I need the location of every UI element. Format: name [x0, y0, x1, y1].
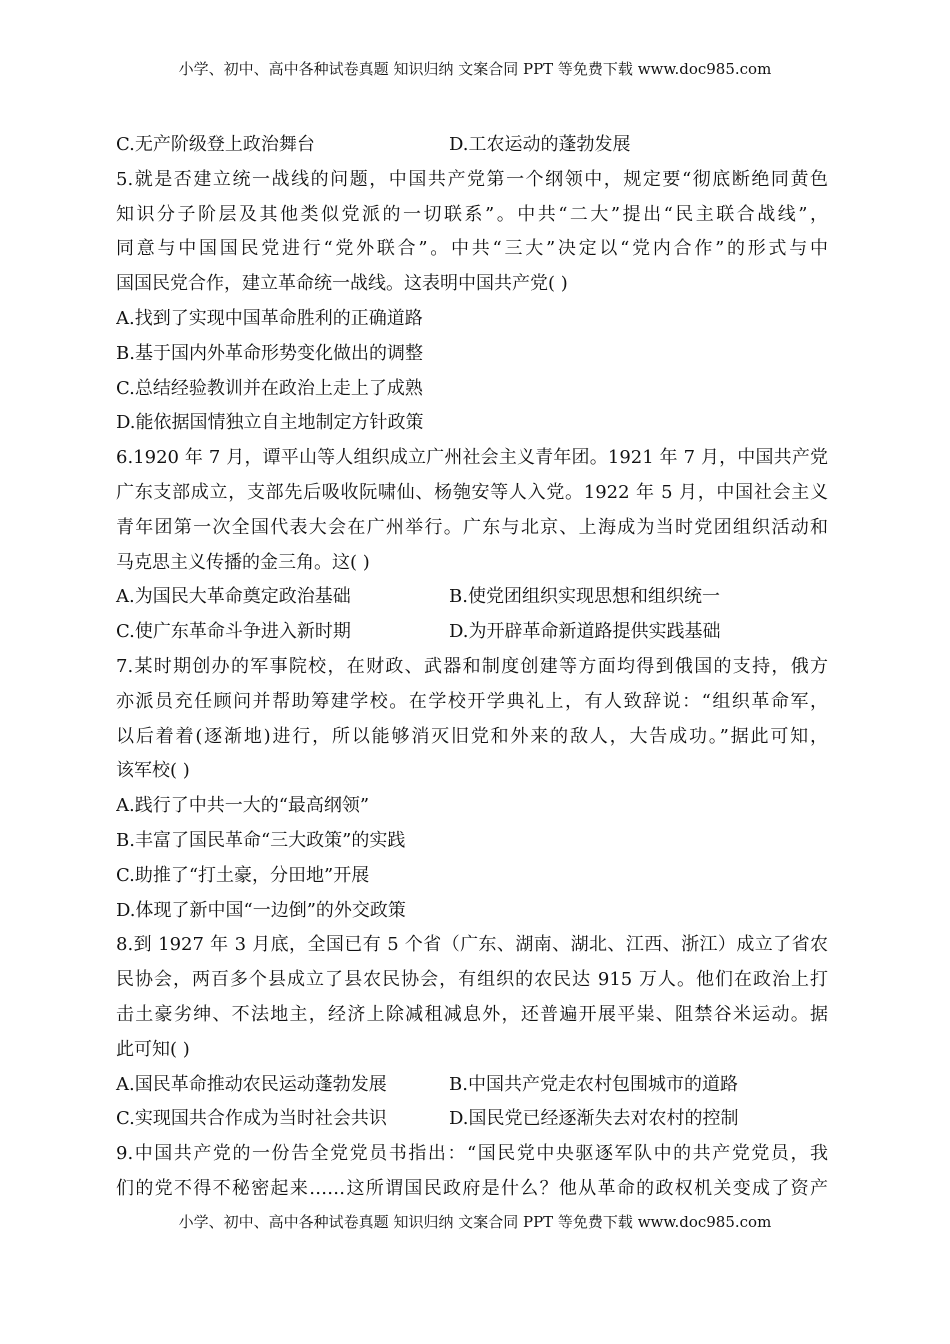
q9-stem-line-2: 们的党不得不秘密起来……这所谓国民政府是什么？他从革命的政权机关变成了资产	[116, 1177, 828, 1199]
q7-option-c: C.助推了“打土豪，分田地”开展	[116, 864, 370, 886]
document-body	[116, 128, 828, 1207]
q8-option-a: A.国民革命推动农民运动蓬勃发展	[116, 1073, 387, 1095]
q6-option-c: C.使广东革命斗争进入新时期	[116, 621, 351, 643]
q8-stem-line-4: 此可知( )	[116, 1038, 190, 1060]
q5-stem-line-1: 5.就是否建立统一战线的问题，中国共产党第一个纲领中，规定要“彻底断绝同黄色	[116, 168, 828, 190]
q5-option-d: D.能依据国情独立自主地制定方针政策	[116, 412, 424, 434]
q8-option-c: C.实现国共合作成为当时社会共识	[116, 1108, 387, 1130]
q5-option-c: C.总结经验教训并在政治上走上了成熟	[116, 377, 423, 399]
q8-option-d: D.国民党已经逐渐失去对农村的控制	[449, 1108, 739, 1130]
q9-stem-line-1: 9.中国共产党的一份告全党党员书指出：“国民党中央驱逐军队中的共产党党员，我	[116, 1143, 828, 1165]
q7-option-a: A.践行了中共一大的“最高纲领”	[116, 795, 370, 817]
q6-option-b: B.使党团组织实现思想和组织统一	[449, 586, 720, 608]
q8-options-row-cd	[116, 1102, 828, 1137]
q4-option-d: D.工农运动的蓬勃发展	[449, 134, 631, 155]
q4-options-row-cd	[116, 128, 828, 163]
page-footer: 小学、初中、高中各种试卷真题 知识归纳 文案合同 PPT 等免费下载 www.doc985.com	[178, 1213, 772, 1231]
q7-stem-line-4: 该军校( )	[116, 760, 190, 782]
q8-stem-line-1: 8.到 1927 年 3 月底，全国已有 5 个省（广东、湖南、湖北、江西、浙江）成立了省农	[116, 934, 828, 956]
q5-stem-line-4: 国国民党合作，建立革命统一战线。这表明中国共产党( )	[116, 273, 568, 295]
q6-option-d: D.为开辟革命新道路提供实践基础	[449, 621, 721, 643]
q6-option-a: A.为国民大革命奠定政治基础	[116, 586, 351, 608]
q4-option-c: C.无产阶级登上政治舞台	[116, 134, 315, 155]
q6-options-row-ab	[116, 580, 828, 615]
q5-stem-line-2: 知识分子阶层及其他类似党派的一切联系”。中共“二大”提出“民主联合战线”，	[116, 203, 828, 225]
q5-option-b: B.基于国内外革命形势变化做出的调整	[116, 342, 423, 364]
q7-stem-line-2: 亦派员充任顾问并帮助筹建学校。在学校开学典礼上，有人致辞说：“组织革命军，	[116, 690, 828, 712]
q6-stem-line-4: 马克思主义传播的金三角。这( )	[116, 551, 370, 573]
q6-options-row-cd	[116, 615, 828, 650]
page-header: 小学、初中、高中各种试卷真题 知识归纳 文案合同 PPT 等免费下载 www.doc985.com	[178, 60, 772, 78]
q7-stem-line-3: 以后着着(逐渐地)进行，所以能够消灭旧党和外来的敌人，大告成功。”据此可知，	[116, 725, 828, 747]
q8-option-b: B.中国共产党走农村包围城市的道路	[449, 1073, 738, 1095]
q5-option-a: A.找到了实现中国革命胜利的正确道路	[116, 307, 423, 329]
q7-option-d: D.体现了新中国“一边倒”的外交政策	[116, 899, 406, 921]
q8-stem-line-3: 击土豪劣绅、不法地主，经济上除减租减息外，还普遍开展平粜、阻禁谷米运动。据	[116, 1003, 828, 1025]
q7-option-b: B.丰富了国民革命“三大政策”的实践	[116, 829, 406, 851]
q7-stem-line-1: 7.某时期创办的军事院校，在财政、武器和制度创建等方面均得到俄国的支持，俄方	[116, 655, 828, 677]
q8-stem-line-2: 民协会，两百多个县成立了县农民协会，有组织的农民达 915 万人。他们在政治上打	[116, 969, 828, 991]
q5-stem-line-3: 同意与中国国民党进行“党外联合”。中共“三大”决定以“党内合作”的形式与中	[116, 238, 828, 260]
q6-stem-line-2: 广东支部成立，支部先后吸收阮啸仙、杨匏安等人入党。1922 年 5 月，中国社会主义	[116, 481, 828, 503]
q6-stem-line-1: 6.1920 年 7 月，谭平山等人组织成立广州社会主义青年团。1921 年 7 月，中国共产党	[116, 447, 828, 469]
q6-stem-line-3: 青年团第一次全国代表大会在广州举行。广东与北京、上海成为当时党团组织活动和	[116, 516, 828, 538]
q8-options-row-ab	[116, 1068, 828, 1103]
